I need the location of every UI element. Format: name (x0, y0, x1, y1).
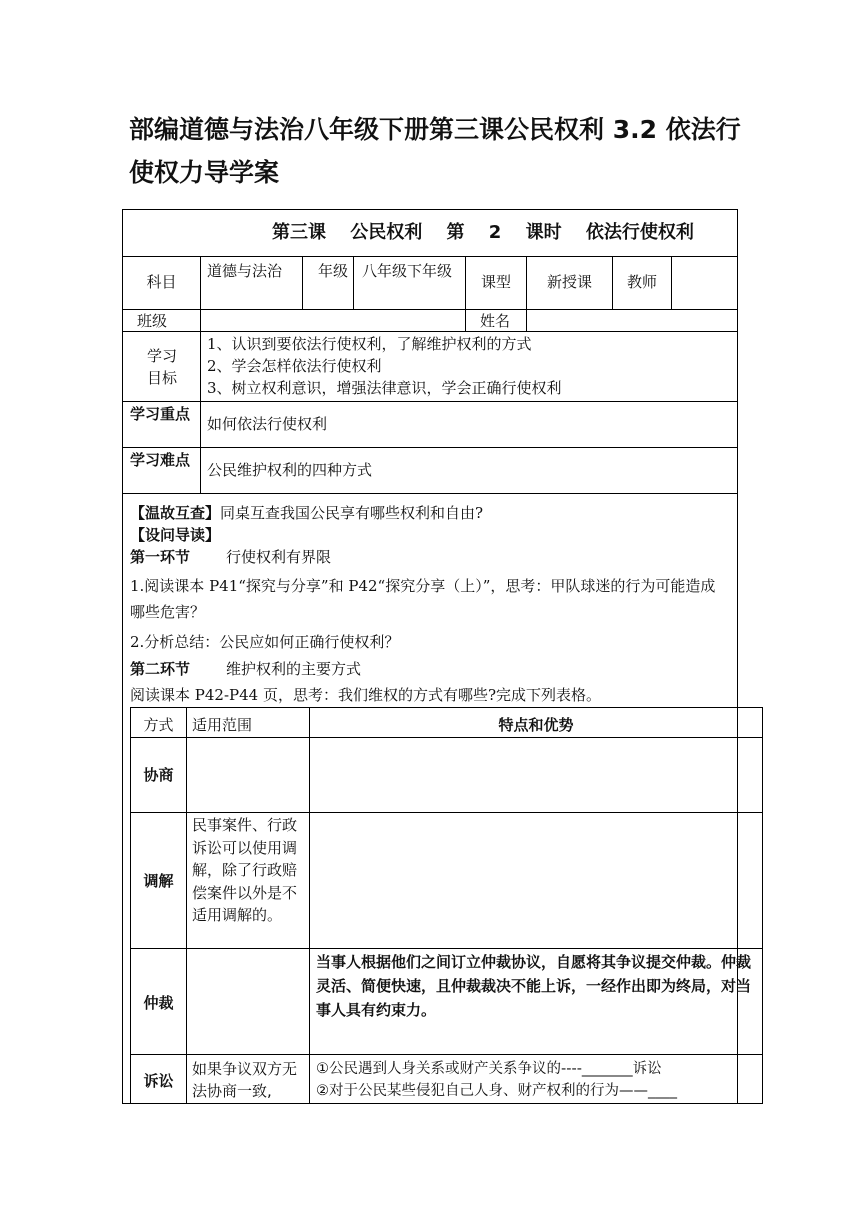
review-tag: 【温故互查】 (130, 504, 221, 522)
col-header-features: 特点和优势 (498, 716, 574, 734)
scope-cell: 如果争议双方无法协商一致, (192, 1060, 298, 1100)
name-label: 姓名 (480, 312, 511, 330)
scope-cell: 民事案件、行政诉讼可以使用调解，除了行政赔偿案件以外是不适用调解的。 (192, 816, 298, 924)
document-title (129, 108, 769, 194)
col-header-scope: 适用范围 (192, 716, 253, 734)
method-cell: 诉讼 (143, 1072, 174, 1090)
title-line-2: 使权力导学案 (129, 158, 280, 187)
goal-item: 3、树立权利意识，增强法律意识，学会正确行使权利 (207, 379, 562, 397)
goal-item: 2、学会怎样依法行使权利 (207, 357, 382, 375)
goals-label: 学习目标 (146, 347, 177, 387)
section-2-heading (130, 658, 361, 680)
title-line-1: 部编道德与法治八年级下册第三课公民权利 3.2 依法行 (129, 115, 741, 144)
section-2-text: 维护权利的主要方式 (226, 660, 362, 678)
col-header-method: 方式 (143, 716, 174, 734)
type-label: 课型 (480, 273, 511, 291)
method-cell: 调解 (143, 872, 174, 890)
review-line (130, 502, 483, 524)
difficulty-value: 公民维护权利的四种方式 (207, 461, 373, 479)
section-1-text: 行使权利有界限 (226, 548, 332, 566)
question-2: 2.分析总结：公民应如何正确行使权利？ (130, 633, 400, 651)
lesson-title: 第三课 公民权利 第 2 课时 依法行使权利 (272, 222, 694, 243)
type-value: 新授课 (546, 273, 592, 291)
features-cell-line-2: ②对于公民某些侵犯自己人身、财产权利的行为——____ (316, 1083, 677, 1099)
question-1: 1.阅读课本 P41“探究与分享”和 P42“探究分享（上）”，思考：甲队球迷的行为可能造成哪些危害？ (130, 577, 716, 621)
teacher-label: 教师 (626, 273, 657, 291)
difficulty-label: 学习难点 (130, 451, 191, 469)
subject-value: 道德与法治 (207, 262, 283, 280)
method-cell: 仲裁 (143, 994, 174, 1012)
review-text: 同桌互查我国公民享有哪些权利和自由? (220, 504, 484, 522)
subject-label: 科目 (146, 273, 177, 291)
class-label: 班级 (137, 312, 168, 330)
key-point-label: 学习重点 (130, 405, 191, 423)
grade-label: 年级 (318, 262, 349, 280)
method-cell: 协商 (143, 766, 174, 784)
key-point-value: 如何依法行使权利 (207, 415, 328, 433)
guide-tag: 【设问导读】 (130, 526, 221, 544)
section-2-title: 第二环节 (130, 660, 191, 678)
section-1-heading (130, 546, 331, 568)
question-3: 阅读课本 P42-P44 页，思考：我们维权的方式有哪些?完成下列表格。 (130, 686, 602, 704)
features-cell-line-1: ①公民遇到人身关系或财产关系争议的----_______诉讼 (316, 1061, 662, 1077)
goal-item: 1、认识到要依法行使权利，了解维护权利的方式 (207, 335, 532, 353)
section-1-title: 第一环节 (130, 548, 191, 566)
features-cell: 当事人根据他们之间订立仲裁协议，自愿将其争议提交仲裁。仲裁灵活、简便快速，且仲裁裁决不能上诉，一经作出即为终局，对当事人具有约束力。 (316, 953, 752, 1019)
grade-value: 八年级下年级 (362, 262, 453, 280)
